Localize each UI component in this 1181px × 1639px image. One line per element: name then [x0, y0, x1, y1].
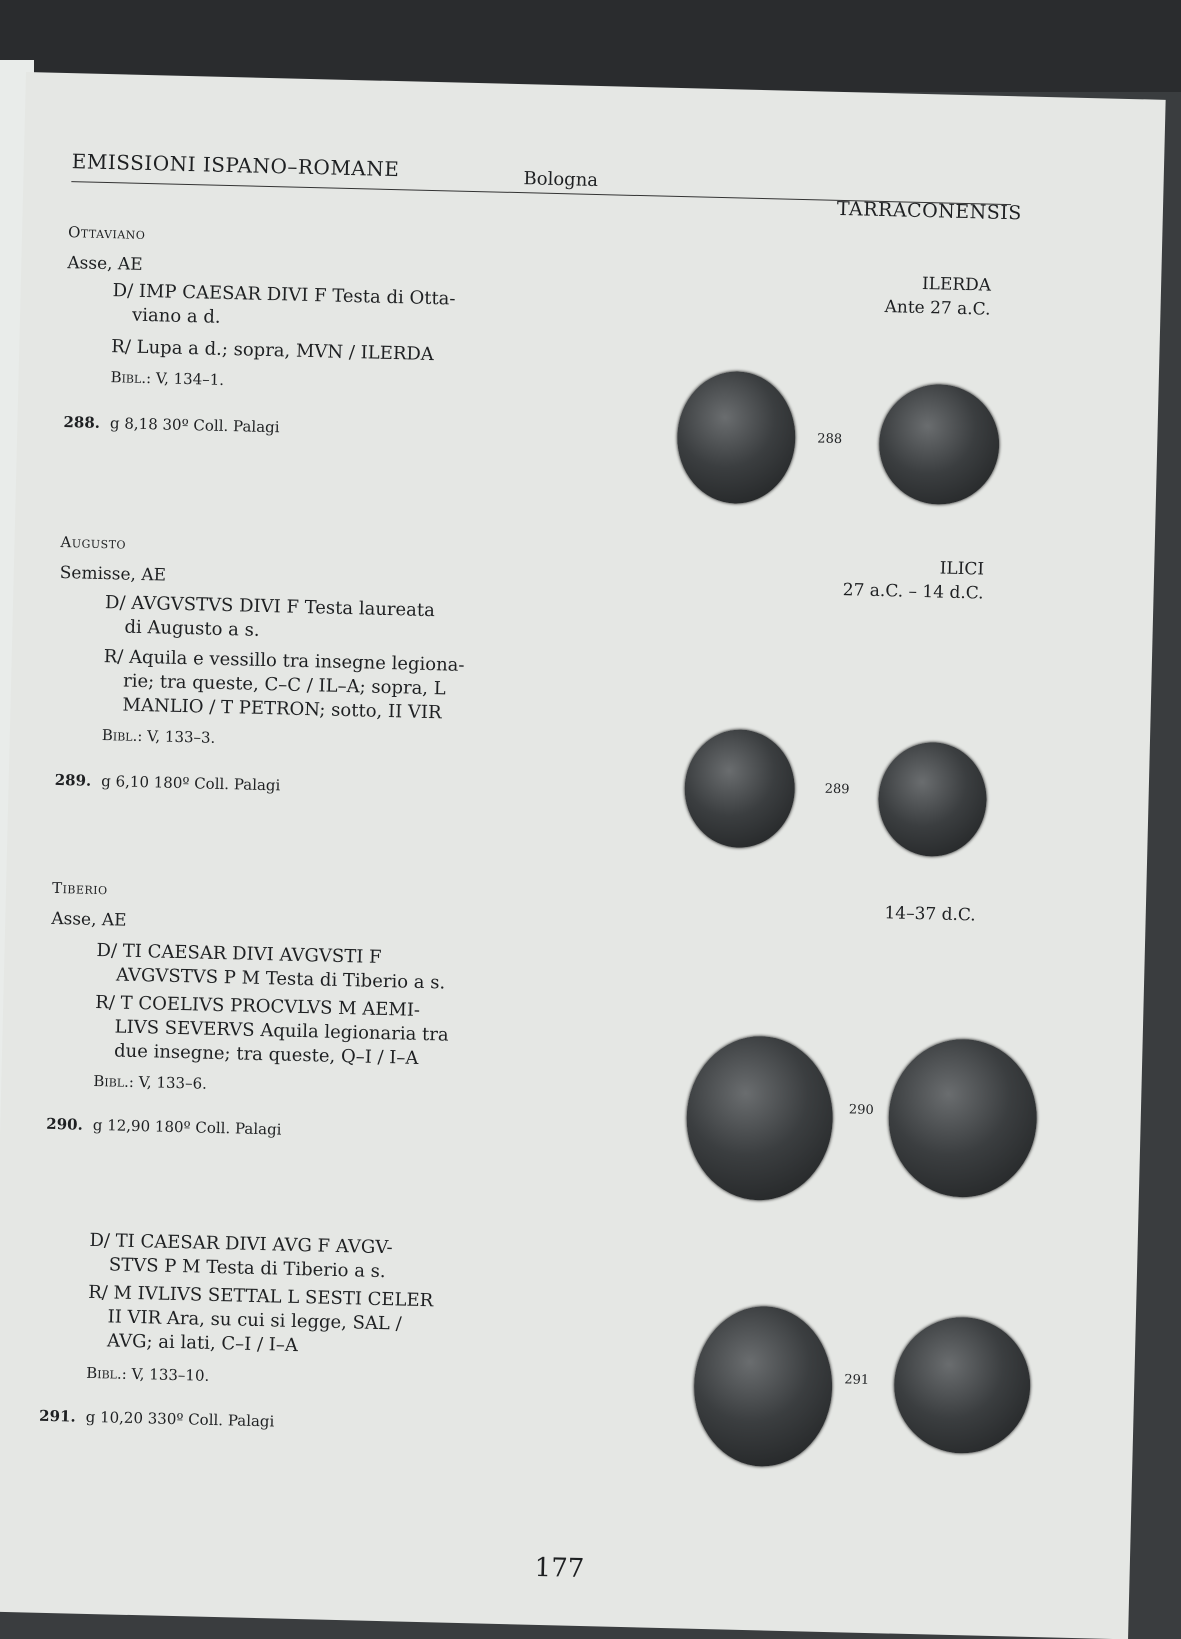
coin-obverse-image [685, 1034, 835, 1202]
reverse-line: AVG; ai lati, C–I / I–A [106, 1330, 299, 1357]
entry-number: 288. [63, 413, 101, 432]
denomination: Asse, AE [67, 253, 143, 275]
coin-reverse-image [893, 1316, 1032, 1455]
header-left: EMISSIONI ISPANO–ROMANE [71, 149, 400, 182]
obverse-line: viano a d. [131, 304, 221, 328]
bibliography: Bibl.: V, 133–10. [86, 1363, 210, 1385]
reverse-line: R/ T COELIVS PROCVLVS M AEMI- [95, 991, 421, 1021]
coin-label: 289 [824, 781, 850, 798]
reverse-line: R/ Aquila e vessillo tra insegne legiona- [103, 646, 465, 676]
reverse-line: due insegne; tra queste, Q–I / I–A [113, 1040, 419, 1069]
denomination: Semisse, AE [59, 562, 167, 586]
coin-obverse-image [683, 728, 796, 849]
mint-date: Ante 27 a.C. [884, 297, 991, 320]
ruler-name: Augusto [60, 532, 127, 553]
coin-reverse-image [887, 1037, 1039, 1199]
entry-number: 290. [46, 1114, 84, 1134]
obverse-line: D/ AVGVSTVS DIVI F Testa laureata [104, 592, 436, 622]
entry-details: g 12,90 180º Coll. Palagi [92, 1115, 282, 1139]
header-right: TARRACONENSIS [836, 197, 1023, 225]
catalog-entry [39, 1407, 275, 1431]
bibliography: Bibl.: V, 133–6. [93, 1071, 208, 1093]
bibliography: Bibl.: V, 133–3. [101, 726, 216, 747]
entry-number: 291. [38, 1406, 76, 1426]
reverse-line: II VIR Ara, su cui si legge, SAL / [107, 1306, 402, 1335]
obverse-line: D/ TI CAESAR DIVI AVG F AVGV- [89, 1229, 393, 1259]
ruler-name: Tiberio [51, 878, 108, 899]
denomination: Asse, AE [51, 908, 127, 931]
obverse-line: AVGVSTVS P M Testa di Tiberio a s. [115, 964, 446, 994]
reverse-line: R/ M IVLIVS SETTAL L SESTI CELER [87, 1281, 434, 1312]
obverse-line: D/ IMP CAESAR DIVI F Testa di Otta- [112, 280, 456, 310]
coin-reverse-image [877, 741, 988, 858]
reverse-line: MANLIO / T PETRON; sotto, II VIR [122, 694, 442, 724]
catalog-entry [46, 1115, 282, 1139]
book-page [0, 72, 1166, 1639]
entry-number: 289. [54, 770, 92, 790]
reverse-line: rie; tra queste, C–C / IL–A; sopra, L [122, 670, 446, 700]
ruler-name: Ottaviano [67, 223, 146, 243]
obverse-line: D/ TI CAESAR DIVI AVGVSTI F [96, 939, 382, 968]
catalog-entry [63, 413, 280, 436]
coin-reverse-image [878, 383, 1001, 506]
page-number: 177 [534, 1552, 585, 1585]
mint-name: ILICI [939, 558, 985, 580]
obverse-line: di Augusto a s. [124, 616, 260, 641]
mint-name: ILERDA [921, 273, 992, 296]
entry-details: g 8,18 30º Coll. Palagi [109, 414, 280, 437]
header-center: Bologna [523, 168, 599, 192]
coin-label: 288 [817, 431, 843, 448]
entry-details: g 10,20 330º Coll. Palagi [85, 1407, 275, 1431]
mint-date: 27 a.C. – 14 d.C. [842, 580, 984, 604]
obverse-line: STVS P M Testa di Tiberio a s. [108, 1254, 386, 1283]
mint-date: 14–37 d.C. [884, 903, 976, 926]
reverse-line: R/ Lupa a d.; sopra, MVN / ILERDA [111, 336, 435, 366]
entry-details: g 6,10 180º Coll. Palagi [101, 772, 281, 795]
coin-label: 290 [848, 1102, 874, 1119]
bibliography: Bibl.: V, 134–1. [110, 368, 225, 389]
catalog-entry [54, 771, 280, 795]
coin-obverse-image [676, 370, 797, 505]
reverse-line: LIVS SEVERVS Aquila legionaria tra [114, 1016, 449, 1046]
coin-obverse-image [692, 1305, 834, 1468]
coin-label: 291 [844, 1372, 870, 1388]
